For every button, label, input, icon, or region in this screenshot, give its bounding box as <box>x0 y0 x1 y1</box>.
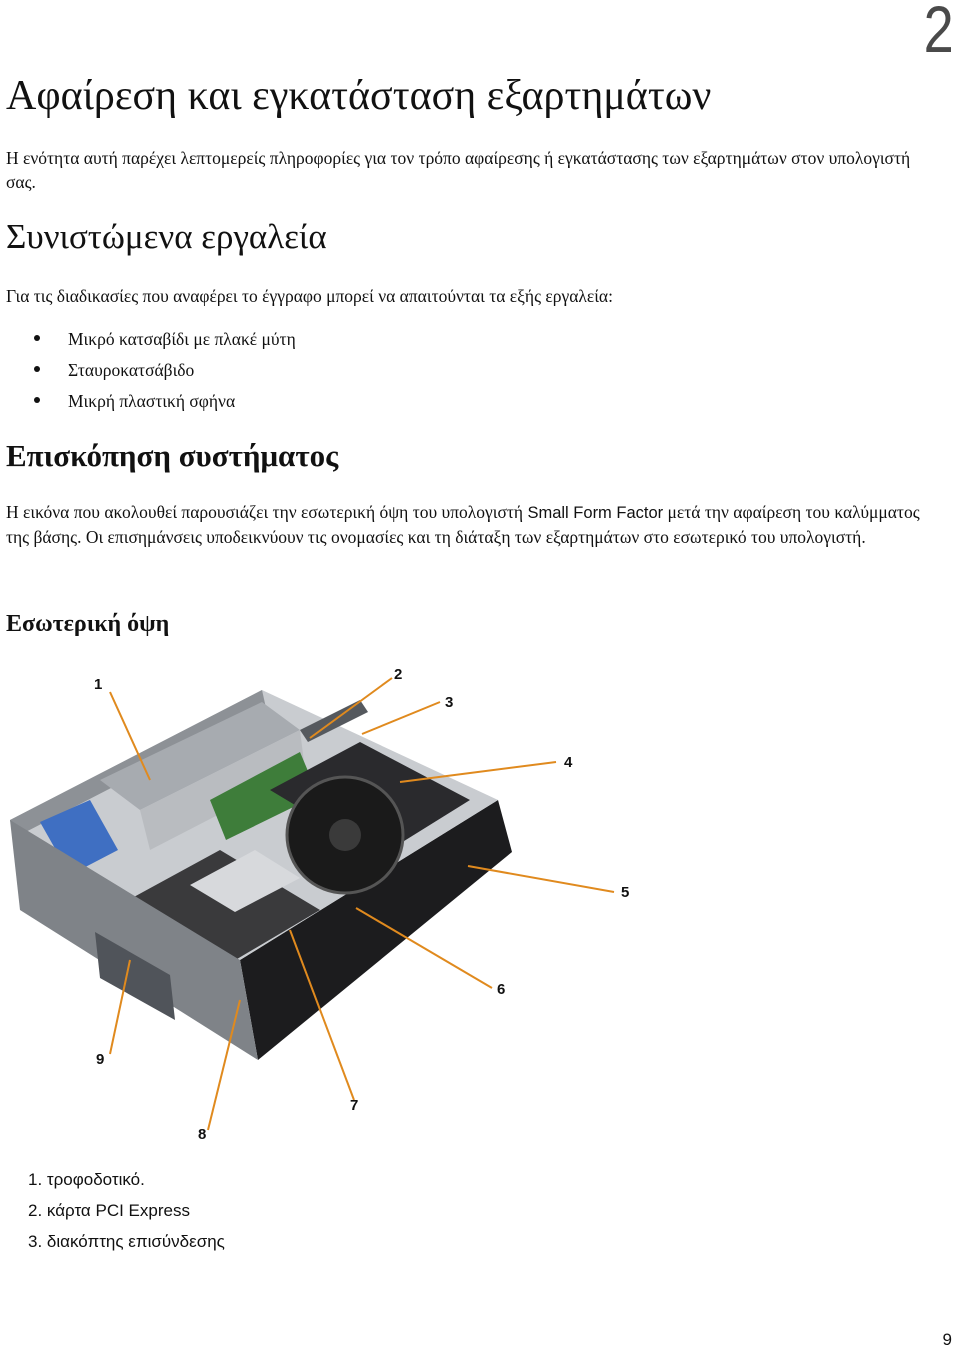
intro-paragraph: Η ενότητα αυτή παρέχει λεπτομερείς πληροφορίες για τον τρόπο αφαίρεσης ή εγκατάστασης των εξαρτημάτων στον υπολογιστή σας. <box>6 148 911 192</box>
callout-8: 8 <box>198 1126 207 1143</box>
list-item: 1. τροφοδοτικό. <box>28 1170 145 1189</box>
tools-list <box>30 326 296 419</box>
list-item: Μικρή πλαστική σφήνα <box>30 388 296 419</box>
callout-7: 7 <box>350 1097 359 1114</box>
fan-hub <box>329 819 361 851</box>
overview-text-after: μετά την αφαίρεση του καλύμματος της βάσης. Οι επισημάνσεις υποδεικνύουν τις ονομασίες και τη διάταξη των εξαρτημάτων στο εσωτερικό του υπολογιστή. <box>6 502 920 547</box>
overview-text-before: Η εικόνα που ακολουθεί παρουσιάζει την εσωτερική όψη του υπολογιστή <box>6 502 528 522</box>
overview-heading: Επισκόπηση συστήματος <box>6 438 339 473</box>
callout-4: 4 <box>564 754 573 771</box>
page-title: Αφαίρεση και εγκατάσταση εξαρτημάτων <box>6 73 712 119</box>
callout-3: 3 <box>445 694 454 711</box>
callout-5: 5 <box>621 884 630 901</box>
page-number: 9 <box>942 1330 952 1349</box>
tools-heading: Συνιστώμενα εργαλεία <box>6 217 327 256</box>
computer-interior-illustration <box>0 660 960 1150</box>
overview-paragraph <box>6 500 946 549</box>
tools-intro: Για τις διαδικασίες που αναφέρει το έγγραφο μπορεί να απαιτούνται τα εξής εργαλεία: <box>6 286 613 306</box>
list-item: 3. διακόπτης επισύνδεσης <box>28 1232 225 1251</box>
list-item: 2. κάρτα PCI Express <box>28 1201 190 1220</box>
callout-2: 2 <box>394 666 403 683</box>
product-name: Small Form Factor <box>527 504 664 522</box>
interior-heading: Εσωτερική όψη <box>6 611 170 637</box>
list-item: Μικρό κατσαβίδι με πλακέ μύτη <box>30 326 296 357</box>
chapter-number: 2 <box>923 0 954 66</box>
component-legend <box>28 1168 225 1261</box>
callout-1: 1 <box>94 676 103 693</box>
callout-9: 9 <box>96 1051 105 1068</box>
list-item: Σταυροκατσάβιδο <box>30 357 296 388</box>
callout-6: 6 <box>497 981 506 998</box>
